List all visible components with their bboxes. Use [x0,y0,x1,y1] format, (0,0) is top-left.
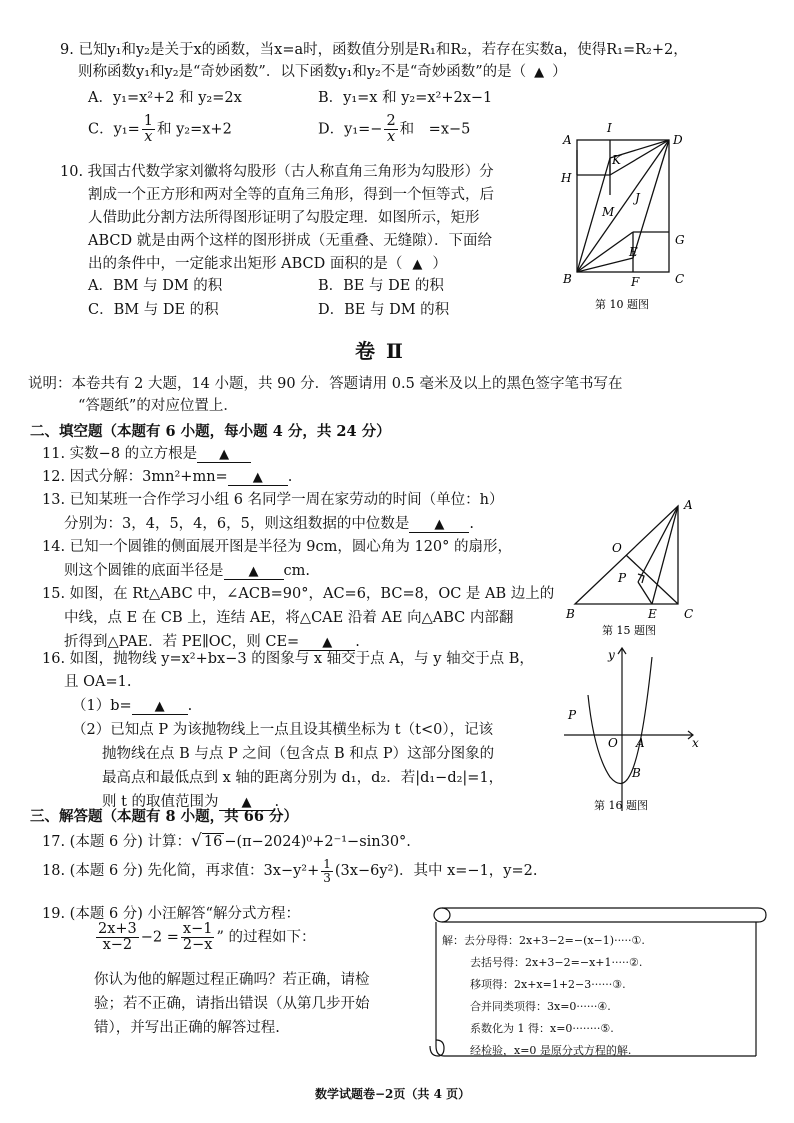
question-number: 17. [42,834,66,850]
q18: 18. (本题 6 分) 先化简，再求值：3x−y²+ $\frac{1}{3}$ (3x−6y²)．其中 x=−1，y=2. [42,857,538,885]
q10-option-a: A．BM 与 DM 的积 [88,278,223,294]
label: P [618,571,627,585]
fraction: $\frac{x-1}{2-x}$ [182,921,213,954]
label: G [675,233,685,247]
answer-blank: ▲ [224,564,284,580]
figure-10 [555,120,705,320]
answer-blank: ▲ [132,699,188,715]
scroll-content [442,930,645,1062]
answer-blank: ▲ [299,635,355,651]
label: B [632,766,641,780]
fraction: $\frac{2x+3}{x-2}$ [98,921,137,954]
label: C [684,607,694,621]
label: B [566,607,575,621]
question-number: 14. [42,539,66,555]
answer-blank: ▲ [409,517,469,533]
answer-blank: ▲ [219,795,275,811]
q10-option-d: D．BE 与 DM 的积 [318,302,450,318]
part-title: 二、填空题（本题有 6 小题，每小题 4 分，共 24 分） [30,423,391,440]
label: D [673,133,683,147]
figure-caption: 第 10 题图 [595,298,649,311]
label: x [692,736,699,750]
label: F [631,275,640,289]
sqrt-icon: √ [191,831,202,851]
q9-option-c: C．y₁= $\frac{1}{x}$ 和 y₂=x+2 [88,113,232,146]
scroll-line: 去括号得：2x+3−2=−x+1·····②. [470,956,643,969]
answer-triangle-icon: ▲ [412,257,423,272]
question-number: 9. [60,42,74,58]
q12: 12. 因式分解：3mn²+mn= ▲ . [42,469,293,485]
answer-blank: ▲ [228,470,288,486]
q9-line1: 已知y₁和y₂是关于x的函数，当x=a时，函数值分别是R₁和R₂，若存在实数a，使得R₁=R₂+2， [78,42,688,58]
question-number: 16. [42,651,66,667]
q9-option-a: A．y₁=x²+2 和 y₂=2x [88,90,242,106]
section-title: 卷 Ⅱ [355,339,405,363]
figure-15 [560,494,710,639]
label: C [675,272,685,286]
label: P [568,708,577,722]
q9-line2: 则称函数y₁和y₂是“奇妙函数”．以下函数y₁和y₂不是“奇妙函数”的是（ [78,64,527,80]
label: O [612,541,622,555]
label: B [563,272,572,286]
label: A [563,133,572,147]
q9-option-b: B．y₁=x 和 y₂=x²+2x−1 [318,90,493,106]
scroll-line: 经检验，x=0 是原分式方程的解. [470,1044,632,1057]
scroll-line: 解：去分母得：2x+3−2=−(x−1)·····①. [442,934,645,947]
label: A [636,736,645,750]
question-number: 18. [42,863,66,880]
label: E [629,245,638,259]
answer-triangle-icon: ▲ [534,65,545,80]
label: I [607,121,612,135]
fraction: $\frac{2}{x}$ [386,113,396,146]
page-footer: 数学试题卷−2页（共 4 页） [315,1087,471,1101]
question-number: 19. [42,906,66,922]
part-title: 三、解答题（本题有 8 小题，共 66 分） [30,808,298,825]
figure-caption: 第 15 题图 [602,624,656,637]
question-number: 11. [42,446,66,462]
label: E [648,607,657,621]
label: y [608,648,615,662]
figure-caption: 第 16 题图 [594,799,648,812]
label: O [608,736,618,750]
figure-16 [560,643,705,818]
q19-equation: $\frac{2x+3}{x-2}$ −2 = $\frac{x-1}{2-x}$ ” 的过程如下： [98,921,316,954]
q10-option-c: C．BM 与 DE 的积 [88,302,219,318]
answer-blank: ▲ [197,447,251,463]
question-number: 12. [42,469,66,485]
q10-option-b: B．BE 与 DE 的积 [318,278,444,294]
label: H [561,171,572,185]
q9-option-d: D．y₁=− $\frac{2}{x}$ 和 =x−5 [318,113,471,146]
q17: 17. (本题 6 分) 计算：√ 16 −(π−2024)⁰+2⁻¹−sin30°. [42,831,411,851]
question-number: 10. [60,164,84,180]
question-number: 15. [42,586,66,602]
fraction: $\frac{1}{x}$ [143,113,153,146]
label: M [602,205,615,219]
scroll-line: 系数化为 1 得：x=0········⑤. [470,1022,614,1035]
parabola [588,657,652,784]
q11: 11. 实数−8 的立方根是 ▲ [42,442,251,463]
label: J [635,191,640,205]
solution-scroll [428,900,768,1060]
question-number: 13. [42,492,66,508]
scroll-line: 移项得：2x+x=1+2−3······③. [470,978,626,991]
fraction: $\frac{1}{3}$ [323,857,331,885]
label: A [684,498,693,512]
label: K [612,153,621,167]
scroll-line: 合并同类项得：3x=0······④. [470,1000,611,1013]
